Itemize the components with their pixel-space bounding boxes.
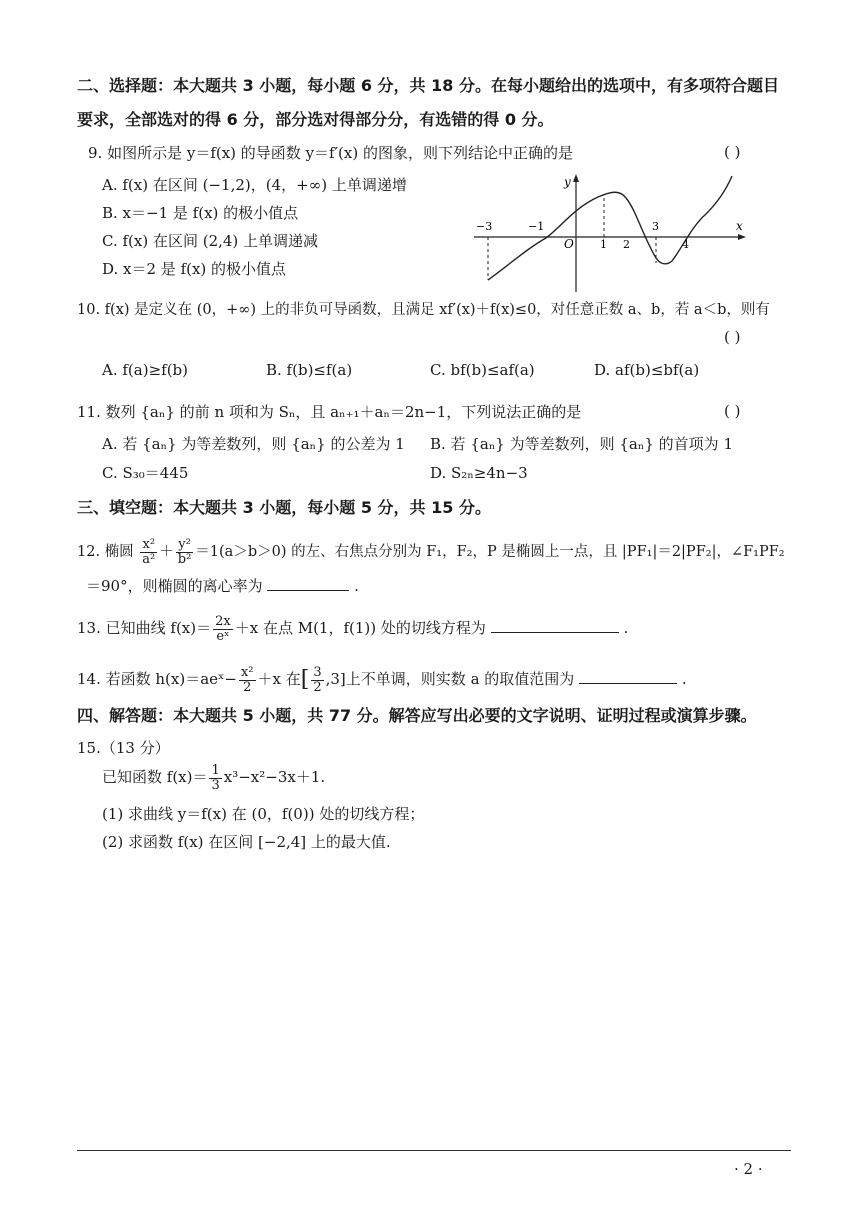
section-4-heading: 四、解答题：本大题共 5 小题，共 77 分。解答应写出必要的文字说明、证明过程或演算步骤。 <box>77 706 757 725</box>
y-axis-label: y <box>564 175 571 189</box>
q15-given: 已知函数 f(x)＝ $\frac{1}{3}$ x³−x²−3x＋1. <box>102 762 326 793</box>
origin-label: O <box>564 237 574 251</box>
page-number: · 2 · <box>734 1160 763 1178</box>
q13-answer-blank[interactable] <box>491 618 619 633</box>
q9-derivative-graph <box>470 168 755 293</box>
q10-option-d: D. af(b)≤bf(a) <box>594 361 700 379</box>
q15-head: 15.（13 分） <box>77 739 170 757</box>
tick-label-3: 3 <box>652 220 659 233</box>
q11-option-d: D. S₂ₙ≥4n−3 <box>430 464 528 482</box>
y-axis-arrow <box>573 174 579 182</box>
section-3-heading: 三、填空题：本大题共 3 小题，每小题 5 分，共 15 分。 <box>77 498 491 517</box>
q14-answer-blank[interactable] <box>579 669 677 684</box>
q11-stem: 11. 数列 {aₙ} 的前 n 项和为 Sₙ，且 aₙ₊₁＋aₙ＝2n−1，下列说法正确的是 <box>77 403 582 421</box>
q11-answer-paren: ( ) <box>724 402 741 420</box>
q13-fraction: $\frac{2x}{\text{eˣ}}$ <box>215 613 231 644</box>
q12-fraction-y2-b2: $\frac{\text{y²}}{\text{b²}}$ <box>177 536 192 567</box>
section-2-heading-line2: 要求，全部选对的得 6 分，部分选对得部分分，有选错的得 0 分。 <box>77 110 554 129</box>
q10-option-a: A. f(a)≥f(b) <box>102 361 188 379</box>
q12-answer-blank[interactable] <box>267 576 349 591</box>
derivative-curve <box>488 176 732 280</box>
q12-number: 12. 椭圆 <box>77 544 134 560</box>
tick-label-minus3: −3 <box>476 220 493 233</box>
q9-option-d: D. x＝2 是 f(x) 的极小值点 <box>102 260 287 278</box>
x-axis-arrow <box>738 234 746 240</box>
footer-rule <box>77 1150 791 1151</box>
q14-fraction-x2-2: $\frac{\text{x²}}{2}$ <box>240 664 254 695</box>
q12-line2: ＝90°，则椭圆的离心率为 . <box>86 577 359 595</box>
q9-answer-paren: ( ) <box>724 143 741 161</box>
q9-option-b: B. x＝−1 是 f(x) 的极小值点 <box>102 204 299 222</box>
x-axis-label: x <box>736 219 743 233</box>
q10-answer-paren: ( ) <box>724 328 741 346</box>
q9-stem: 9. 如图所示是 y＝f(x) 的导函数 y＝f′(x) 的图象，则下列结论中正确的是 <box>88 144 573 162</box>
q10-stem: 10. f(x) 是定义在 (0，+∞) 上的非负可导函数，且满足 xf′(x)＋f(x)≤0，对任意正数 a、b，若 a＜b，则有 <box>77 302 770 318</box>
q11-option-b: B. 若 {aₙ} 为等差数列，则 {aₙ} 的首项为 1 <box>430 435 733 453</box>
q13-line: 13. 已知曲线 f(x)＝ $\frac{2x}{\text{eˣ}}$ ＋x 在点 M(1，f(1)) 处的切线方程为 . <box>77 613 629 644</box>
q10-option-b: B. f(b)≤f(a) <box>266 361 353 379</box>
q15-fraction: $\frac{1}{3}$ <box>211 762 220 793</box>
tick-label-4: 4 <box>682 238 689 251</box>
q10-option-c: C. bf(b)≤af(a) <box>430 361 535 379</box>
q12-line1: 12. 椭圆 $\frac{\text{x²}}{\text{a²}}$ ＋ $\frac{\text{y²}}{\text{b²}}$ ＝1(a＞b＞0) 的左、右焦点分别为 F₁，F₂，P 是椭圆上一点，且 |PF₁|＝2|PF₂|，∠F₁PF₂ <box>77 536 785 567</box>
q15-part1: (1) 求曲线 y＝f(x) 在 (0，f(0)) 处的切线方程； <box>102 805 425 823</box>
q14-line: 14. 若函数 h(x)＝aeˣ− $\frac{\text{x²}}{2}$ ＋x 在[ $\frac{3}{2}$ ,3]上不单调，则实数 a 的取值范围为 . <box>77 664 687 695</box>
q12-fraction-x2-a2: $\frac{\text{x²}}{\text{a²}}$ <box>142 536 156 567</box>
tick-label-minus1: −1 <box>528 220 545 233</box>
q12-rest: ＝1(a＞b＞0) 的左、右焦点分别为 F₁，F₂，P 是椭圆上一点，且 |PF₁|＝2|PF₂|，∠F₁PF₂ <box>195 544 785 560</box>
q11-option-c: C. S₃₀＝445 <box>102 464 189 482</box>
q15-part2: (2) 求函数 f(x) 在区间 [−2,4] 上的最大值. <box>102 833 391 851</box>
q9-option-a: A. f(x) 在区间 (−1,2)，(4，+∞) 上单调递增 <box>102 176 407 194</box>
q11-option-a: A. 若 {aₙ} 为等差数列，则 {aₙ} 的公差为 1 <box>102 435 405 453</box>
q14-fraction-3-2: $\frac{3}{2}$ <box>313 664 322 695</box>
tick-label-2: 2 <box>623 238 630 251</box>
section-2-heading-line1: 二、选择题：本大题共 3 小题，每小题 6 分，共 18 分。在每小题给出的选项中，有多项符合题目 <box>77 76 779 95</box>
q9-option-c: C. f(x) 在区间 (2,4) 上单调递减 <box>102 232 319 250</box>
tick-label-1: 1 <box>600 238 607 251</box>
